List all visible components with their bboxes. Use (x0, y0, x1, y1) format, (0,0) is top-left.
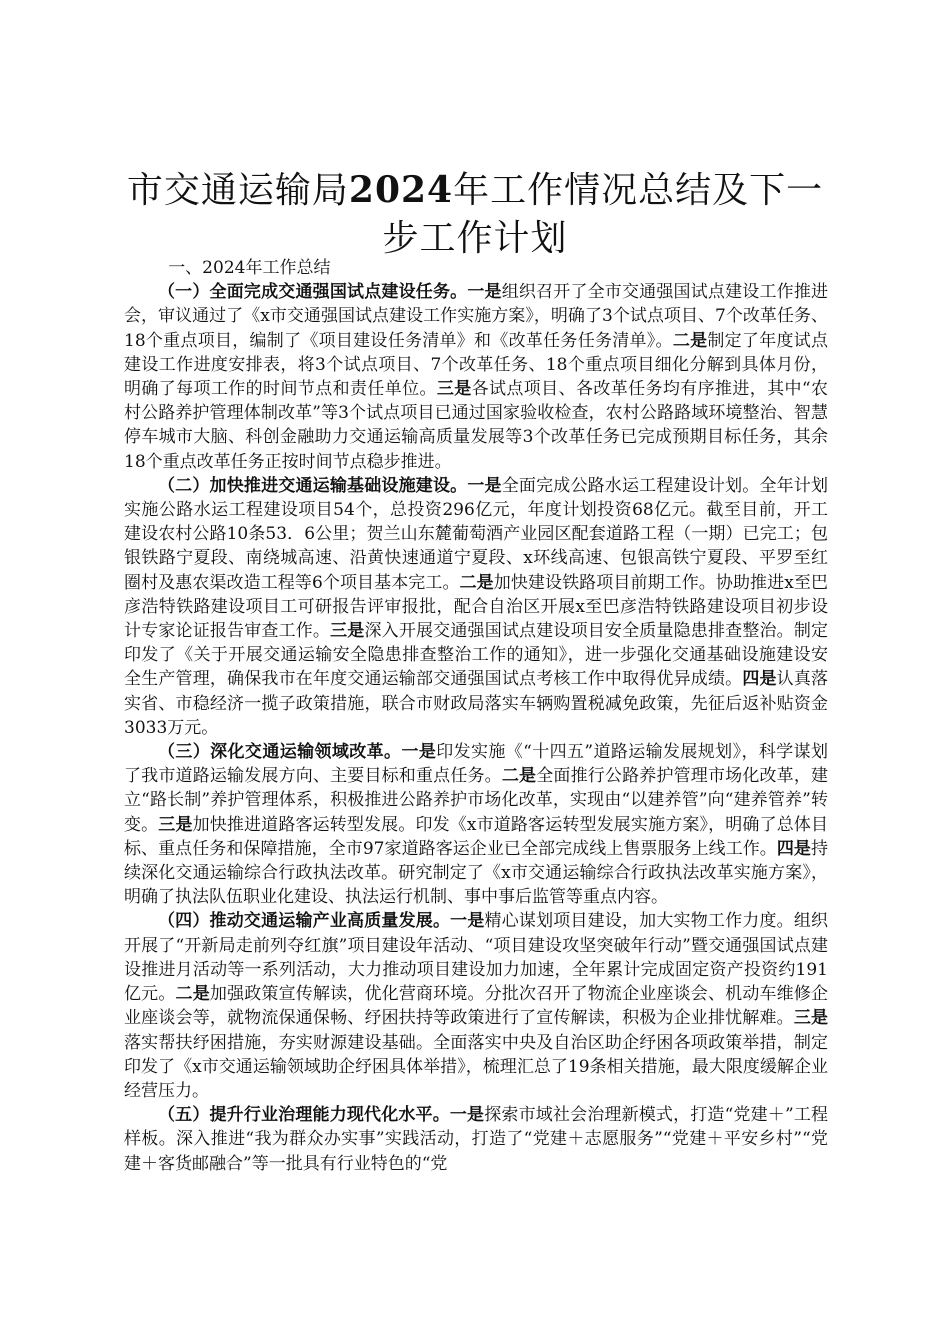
item-marker: 四是 (776, 838, 811, 859)
item-marker: 三是 (436, 379, 472, 400)
body-text: 加快推进道路客运转型发展。印发《x市道路客运转型发展实施方案》，明确了总体目标、重点任务和保障措施，全市97家道路客运企业已全部完成线上售票服务上线工作。 (124, 814, 829, 859)
body-text: 全面推行公路养护管理市场化改革，建立“路长制”养护管理体系，积极推进公路养护市场化改革，实现由“以建养管”向“建养管养”转变。 (124, 766, 829, 835)
item-marker: 二是 (501, 766, 537, 787)
item-marker: 二是 (175, 984, 210, 1005)
body-paragraph (124, 909, 828, 1103)
document-body (124, 256, 828, 1176)
document-title (110, 166, 840, 263)
body-paragraph (124, 740, 828, 909)
body-paragraph (124, 474, 828, 740)
body-text: 认真落实省、市稳经济一揽子政策措施，联合市财政局落实车辆购置税减免政策，先征后返补贴资金3033万元。 (124, 669, 829, 738)
item-marker: 一是 (467, 475, 502, 496)
body-text: 持续深化交通运输综合行政执法改革。研究制定了《x市交通运输综合行政执法改革实施方案》，明确了执法队伍职业化建设、执法运行机制、事中事后监管等重点内容。 (124, 838, 828, 908)
body-text: 精心谋划项目建设，加大实物工作力度。组织开展了“开新局走前列夺红旗”项目建设年活动、“项目建设攻坚突破年行动”暨交通强国试点建设推进月活动等一系列活动，大力推动项目建设加力加速，全年累计完成固定资产投资约191亿元。 (124, 911, 829, 1005)
item-marker: 二是 (672, 330, 708, 351)
item-marker: 三是 (158, 814, 193, 835)
body-text: 印发实施《“十四五”道路运输发展规划》，科学谋划了我市道路运输发展方向、主要目标和重点任务。 (124, 742, 829, 787)
section-heading: 一、2024年工作总结 (168, 258, 331, 278)
body-text: 全面完成公路水运工程建设计划。全年计划实施公路水运工程建设项目54个，总投资296亿元，年度计划投资68亿元。截至目前，开工建设农村公路10条53．6公里；贺兰山东麓葡萄酒产业园区配套道路工程（一期）已完工；包银铁路宁夏段、南绕城高速、沿黄快速通道宁夏段、x环线高速、包银高铁宁夏段、平罗至红圈村及惠农渠改造工程等6个项目基本完工。 (124, 475, 829, 593)
item-marker: 一是 (449, 1105, 485, 1126)
body-text: 深入开展交通强国试点建设项目安全质量隐患排查整治。制定印发了《关于开展交通运输安全隐患排查整治工作的通知》，进一步强化交通基础设施建设安全生产管理，确保我市在年度交通运输部交通强国试点考核工作中取得优异成绩。 (124, 621, 829, 690)
body-text: 落实帮扶纾困措施，夯实财源建设基础。全面落实中央及自治区助企纾困各项政策举措，制定印发了《x市交通运输领域助企纾困具体举措》，梳理汇总了19条相关措施，最大限度缓解企业经营压力。 (124, 1032, 828, 1101)
item-marker: 一是 (467, 282, 502, 303)
body-paragraph (124, 280, 828, 474)
subsection-heading: （五）提升行业治理能力现代化水平。 (158, 1105, 450, 1126)
item-marker: 三是 (793, 1008, 829, 1029)
title-prefix: 市交通运输局 (126, 170, 349, 211)
item-marker: 一是 (401, 742, 437, 763)
body-text: 加强政策宣传解读，优化营商环境。分批次召开了物流企业座谈会、机动车维修企业座谈会等，就物流保通保畅、纾困扶持等政策进行了宣传解读，积极为企业排忧解难。 (124, 984, 829, 1029)
title-suffix: 年工作情况总结及下一步工作计划 (382, 170, 824, 259)
subsection-heading: （二）加快推进交通运输基础设施建设。 (158, 475, 468, 496)
body-text: 探索市域社会治理新模式，打造“党建＋”工程样板。深入推进“我为群众办实事”实践活动，打造了“党建＋志愿服务”“党建＋平安乡村”“党建＋客货邮融合”等一批具有行业特色的“党 (124, 1105, 829, 1174)
subsection-heading: （三）深化交通运输领域改革。 (158, 742, 402, 763)
body-text: 各试点项目、各改革任务均有序推进，其中“农村公路养护管理体制改革”等3个试点项目已通过国家验收检查，农村公路路域环境整治、智慧停车城市大脑、科创金融助力交通运输高质量发展等3个改革任务已完成预期目标任务，其余18个重点改革任务正按时间节点稳步推进。 (124, 379, 828, 472)
item-marker: 四是 (742, 669, 777, 690)
item-marker: 三是 (330, 621, 365, 642)
paragraph-list (124, 280, 828, 1176)
body-paragraph (124, 1103, 828, 1176)
subsection-heading: （一）全面完成交通强国试点建设任务。 (158, 282, 468, 303)
body-text: 组织召开了全市交通强国试点建设工作推进会，审议通过了《x市交通强国试点建设工作实施方案》，明确了3个试点项目、7个改革任务、18个重点项目，编制了《项目建设任务清单》和《改革任务任务清单》。 (124, 282, 829, 351)
subsection-heading: （四）推动交通运输产业高质量发展。 (158, 911, 451, 932)
item-marker: 二是 (459, 572, 494, 593)
body-text: 加快建设铁路项目前期工作。协助推进x至巴彦浩特铁路建设项目工可研报告评审报批，配合自治区开展x至巴彦浩特铁路建设项目初步设计专家论证报告审查工作。 (124, 572, 828, 642)
item-marker: 一是 (450, 911, 485, 932)
title-year: 2024 (348, 169, 454, 211)
body-text: 制定了年度试点建设工作进度安排表，将3个试点项目、7个改革任务、18个重点项目细化分解到具体月份，明确了每项工作的时间节点和责任单位。 (124, 330, 829, 400)
